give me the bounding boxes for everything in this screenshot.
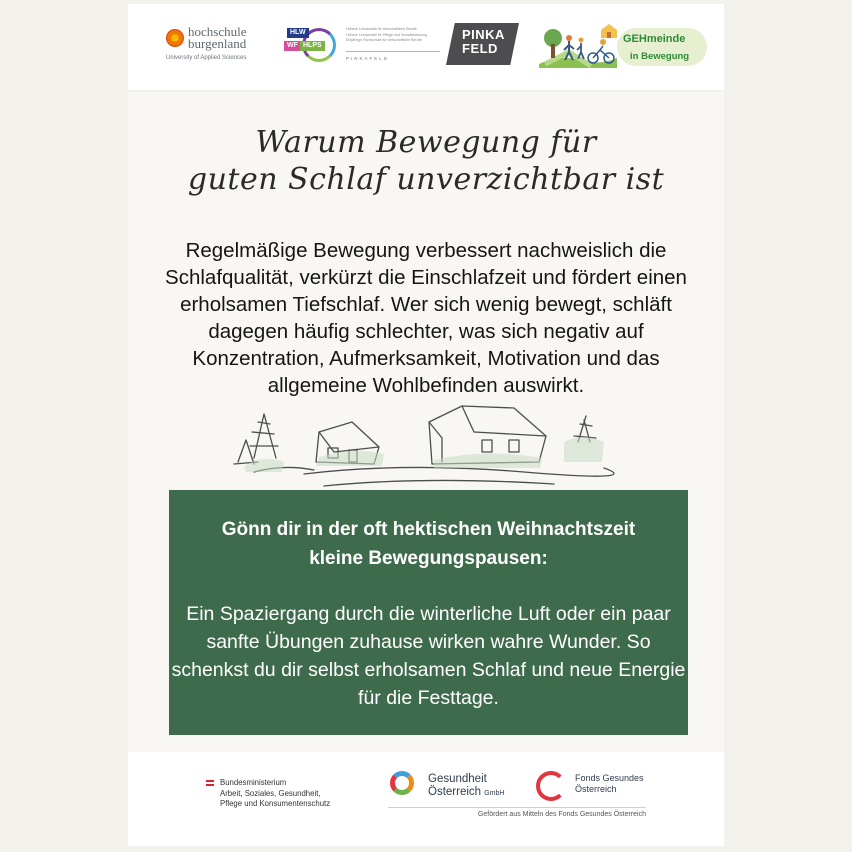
wf-badge: WF bbox=[284, 41, 301, 51]
gehmeinde-logo bbox=[539, 24, 709, 70]
walking-people-icon bbox=[539, 24, 617, 68]
intro-paragraph: Regelmäßige Bewegung verbessert nachweislich die Schlafqualität, verkürzt die Einschlafzeit und fördert einen erholsamen Tiefschlaf. Wer sich wenig bewegt, schläft dagegen häufig schlechter, was sich negativ auf Konzentration, Aufmerksamkeit, Motivation und das allgemeine Wohlbefinden auswirkt. bbox=[165, 239, 687, 397]
hlw-pinkafeld-logo bbox=[284, 24, 444, 68]
funding-note: Gefördert aus Mitteln des Fonds Gesundes Österreich bbox=[477, 811, 646, 818]
fonds-gesundes-oesterreich-logo bbox=[536, 769, 666, 803]
gesundheit-oesterreich-logo bbox=[390, 769, 520, 803]
tip-heading: Gönn dir in der oft hektischen Weihnachtszeit kleine Bewegungspausen: bbox=[221, 519, 636, 569]
hlw-divider bbox=[346, 51, 440, 52]
ministry-logo bbox=[206, 778, 366, 814]
goe-name: Gesundheit Österreich GmbH bbox=[428, 773, 505, 798]
goe-ring-icon bbox=[390, 771, 414, 795]
poster bbox=[128, 92, 724, 752]
tip-body: Ein Spaziergang durch die winterliche Luft oder ein paar sanfte Übungen zuhause wirken wahre Wunder. So schenkst du dir selbst erholsamen Schlaf und neue Energie für die Festtage. bbox=[171, 603, 686, 709]
gehmeinde-subtitle: in Bewegung bbox=[630, 51, 690, 62]
pinkafeld-logo bbox=[446, 23, 519, 65]
hlps-badge: HLPS bbox=[300, 41, 325, 51]
hochschule-name: hochschule burgenland bbox=[188, 24, 247, 51]
hochschule-sun-icon bbox=[166, 29, 184, 47]
hochschule-subtitle: University of Applied Sciences bbox=[166, 55, 247, 61]
hlw-town: PINKAFELD bbox=[346, 56, 390, 61]
pinkafeld-text: PINKA FELD bbox=[462, 27, 505, 56]
fgoe-ring-icon bbox=[536, 771, 566, 801]
fgoe-name: Fonds Gesundes Österreich bbox=[575, 773, 644, 794]
logo-bar bbox=[128, 4, 724, 90]
footer-bar bbox=[128, 752, 724, 846]
tip-box bbox=[169, 490, 688, 735]
hlw-school-names: Höhere Lehranstalt für wirtschaftliche Berufe Höhere Lehranstalt für Pflege und Sozialbetreuung Einjährige Fachschule für wirtschaftliche Berufe bbox=[346, 27, 427, 42]
footer-divider bbox=[388, 807, 646, 808]
ministry-name: Bundesministerium Arbeit, Soziales, Gesundheit, Pflege und Konsumentenschutz bbox=[220, 778, 331, 808]
gehmeinde-title: GEHmeinde bbox=[623, 33, 686, 45]
hochschule-burgenland-logo bbox=[166, 26, 266, 66]
page-title: Warum Bewegung für guten Schlaf unverzichtbar ist bbox=[187, 125, 665, 197]
austrian-flag-icon bbox=[206, 780, 214, 786]
hlw-badge: HLW bbox=[287, 28, 309, 38]
